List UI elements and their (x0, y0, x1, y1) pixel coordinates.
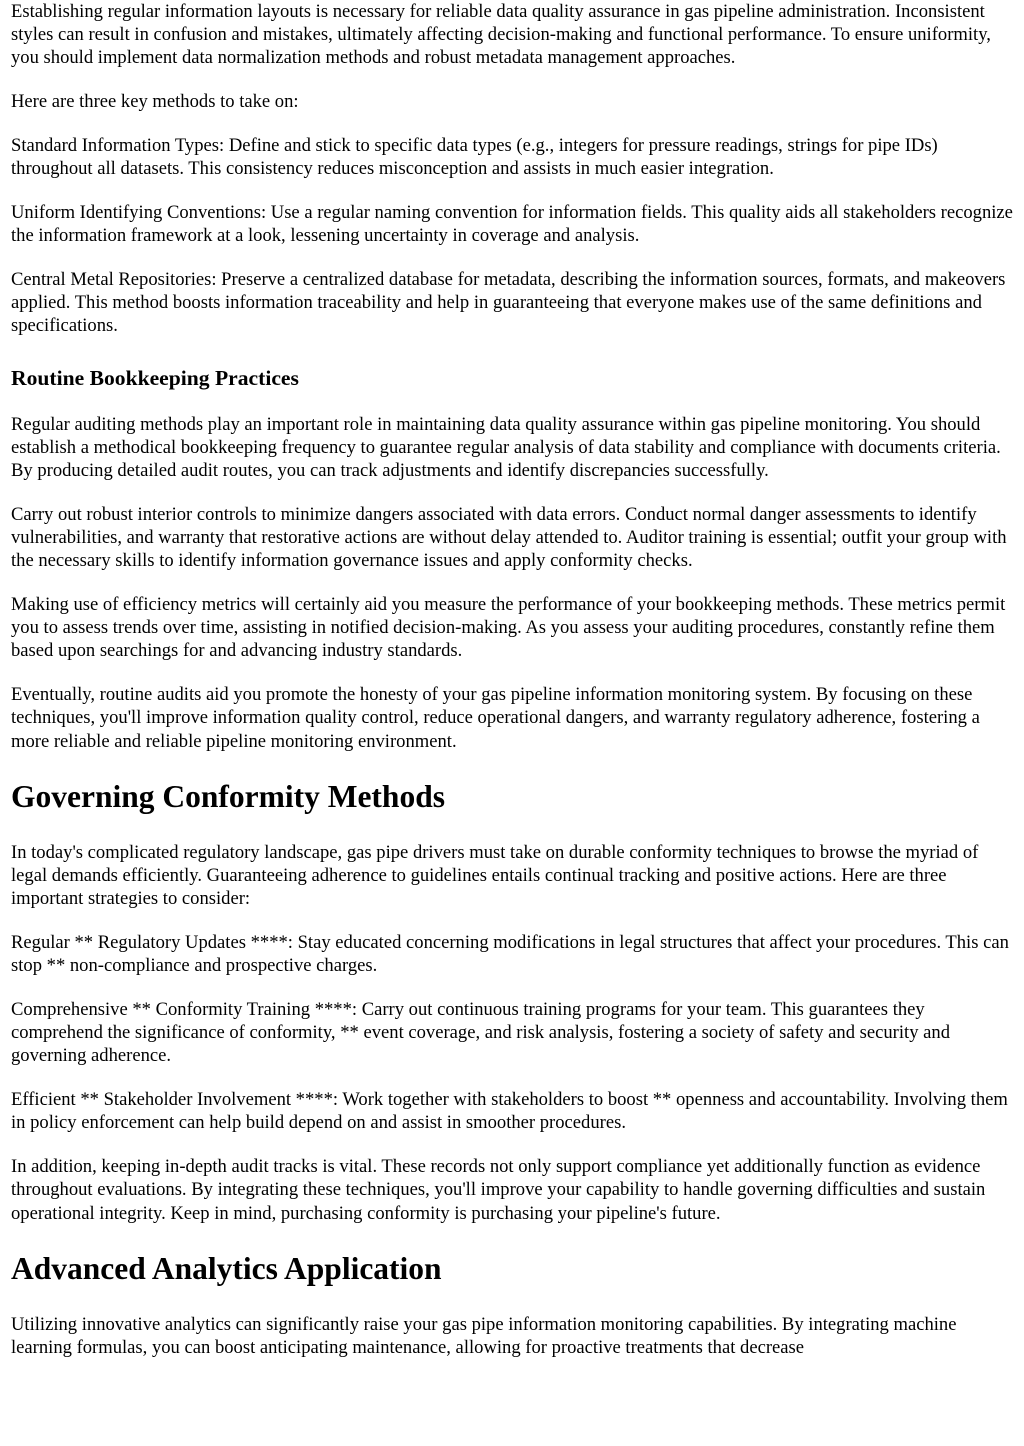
bookkeeping-heading: Routine Bookkeeping Practices (11, 365, 299, 390)
conformity-heading: Governing Conformity Methods (11, 778, 445, 814)
conformity-paragraph-3: Comprehensive ** Conformity Training ****: Carry out continuous training programs for your team. This guarantees they comprehend the significance of conformity, ** event coverage, and risk analysis, fostering a society of safety and security and governing adherence. (11, 999, 951, 1067)
bookkeeping-paragraph-3: Making use of efficiency metrics will certainly aid you measure the performance of your bookkeeping methods. These metrics permit you to assess trends over time, assisting in notified decision-making. As you assess your auditing procedures, constantly refine them based upon searchings for and advancing industry standards. (11, 594, 1006, 662)
intro-paragraph-3: Standard Information Types: Define and stick to specific data types (e.g., integers for pressure readings, strings for pipe IDs) throughout all datasets. This consistency reduces misconception and assists in much easier integration. (11, 135, 938, 180)
bookkeeping-paragraph-4: Eventually, routine audits aid you promote the honesty of your gas pipeline information monitoring system. By focusing on these techniques, you'll improve information quality control, reduce operational dangers, and warranty regulatory adherence, fostering a more reliable and reliable pipeline monitoring environment. (11, 684, 980, 752)
bookkeeping-paragraph-1: Regular auditing methods play an important role in maintaining data quality assurance within gas pipeline monitoring. You should establish a methodical bookkeeping frequency to guarantee regular analysis of data stability and compliance with documents criteria. By producing detailed audit routes, you can track adjustments and identify discrepancies successfully. (11, 413, 1001, 482)
conformity-paragraph-5: In addition, keeping in-depth audit tracks is vital. These records not only support compliance yet additionally function as evidence throughout evaluations. By integrating these techniques, you'll improve your capability to handle governing difficulties and sustain operational integrity. Keep in mind, purchasing conformity is purchasing your pipeline's future. (11, 1156, 986, 1224)
conformity-paragraph-1: In today's complicated regulatory landscape, gas pipe drivers must take on durable conformity techniques to browse the myriad of legal demands efficiently. Guaranteeing adherence to guidelines entails continual tracking and positive actions. Here are three important strategies to consider: (11, 841, 979, 910)
intro-paragraph-2: Here are three key methods to take on: (11, 91, 299, 113)
analytics-paragraph-1: Utilizing innovative analytics can significantly raise your gas pipe information monitoring capabilities. By integrating machine learning formulas, you can boost anticipating maintenance, allowing for proactive treatments that decrease (11, 1313, 957, 1359)
analytics-heading: Advanced Analytics Application (11, 1250, 442, 1286)
bookkeeping-paragraph-2: Carry out robust interior controls to minimize dangers associated with data errors. Conduct normal danger assessments to identify vulnerabilities, and warranty that restorative actions are without delay attended to. Auditor training is essential; outfit your group with the necessary skills to identify information governance issues and apply conformity checks. (11, 503, 1007, 572)
intro-paragraph-5: Central Metal Repositories: Preserve a centralized database for metadata, describing the information sources, formats, and makeovers applied. This method boosts information traceability and help in guaranteeing that everyone makes use of the same definitions and specifications. (11, 269, 1006, 337)
conformity-paragraph-2: Regular ** Regulatory Updates ****: Stay educated concerning modifications in legal structures that affect your procedures. This can stop ** non-compliance and prospective charges. (11, 932, 1009, 977)
intro-paragraph-4: Uniform Identifying Conventions: Use a regular naming convention for information fields. This quality aids all stakeholders recognize the information framework at a look, lessening uncertainty in coverage and analysis. (11, 202, 1013, 247)
intro-paragraph-1: Establishing regular information layouts is necessary for reliable data quality assurance in gas pipeline administration. Inconsistent styles can result in confusion and mistakes, ultimately affecting decision-making and functional performance. To ensure uniformity, you should implement data normalization methods and robust metadata management approaches. (11, 1, 991, 69)
conformity-paragraph-4: Efficient ** Stakeholder Involvement ****: Work together with stakeholders to boost ** openness and accountability. Involving them in policy enforcement can help build depend on and assist in smoother procedures. (11, 1089, 1008, 1134)
